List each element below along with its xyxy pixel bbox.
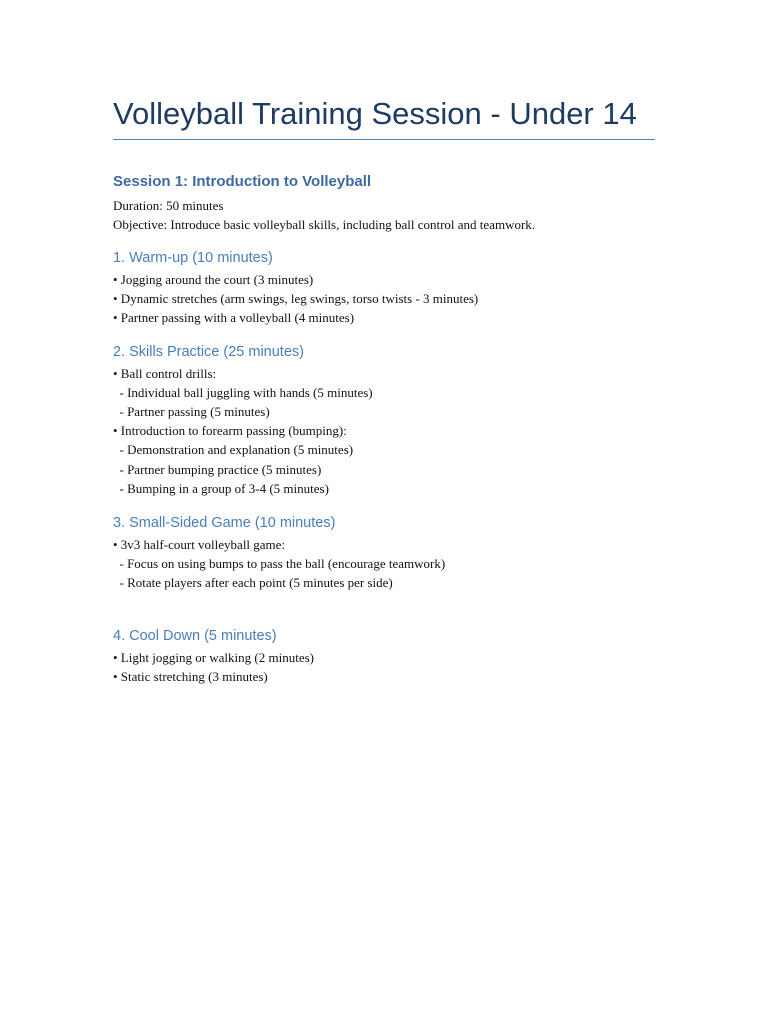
session-duration: Duration: 50 minutes [113,198,224,213]
session-objective: Objective: Introduce basic volleyball skills, including ball control and teamwork. [113,217,536,232]
list-item: - Demonstration and explanation (5 minutes) [113,442,354,457]
list-item: • 3v3 half-court volleyball game: [113,537,286,552]
list-item: • Light jogging or walking (2 minutes) [113,650,314,665]
list-item: • Ball control drills: [113,366,217,381]
list-item: • Static stretching (3 minutes) [113,669,268,684]
section-heading-cool-down: 4. Cool Down (5 minutes) [113,628,277,644]
session-heading: Session 1: Introduction to Volleyball [113,173,372,190]
section-heading-small-sided-game: 3. Small-Sided Game (10 minutes) [113,515,336,531]
list-item: • Partner passing with a volleyball (4 minutes) [113,310,355,325]
document-title: Volleyball Training Session - Under 14 [113,96,637,131]
list-item: • Dynamic stretches (arm swings, leg swings, torso twists - 3 minutes) [113,291,479,306]
list-item: - Bumping in a group of 3-4 (5 minutes) [113,481,329,496]
list-item: - Focus on using bumps to pass the ball (encourage teamwork) [113,556,446,571]
section-heading-warm-up: 1. Warm-up (10 minutes) [113,250,273,266]
list-item: - Partner bumping practice (5 minutes) [113,462,322,477]
list-item: • Introduction to forearm passing (bumping): [113,423,347,438]
list-item: - Individual ball juggling with hands (5 minutes) [113,385,373,400]
section-heading-skills-practice: 2. Skills Practice (25 minutes) [113,344,304,360]
list-item: - Partner passing (5 minutes) [113,404,270,419]
list-item: • Jogging around the court (3 minutes) [113,272,314,287]
list-item: - Rotate players after each point (5 minutes per side) [113,575,393,590]
title-underline [113,139,655,140]
